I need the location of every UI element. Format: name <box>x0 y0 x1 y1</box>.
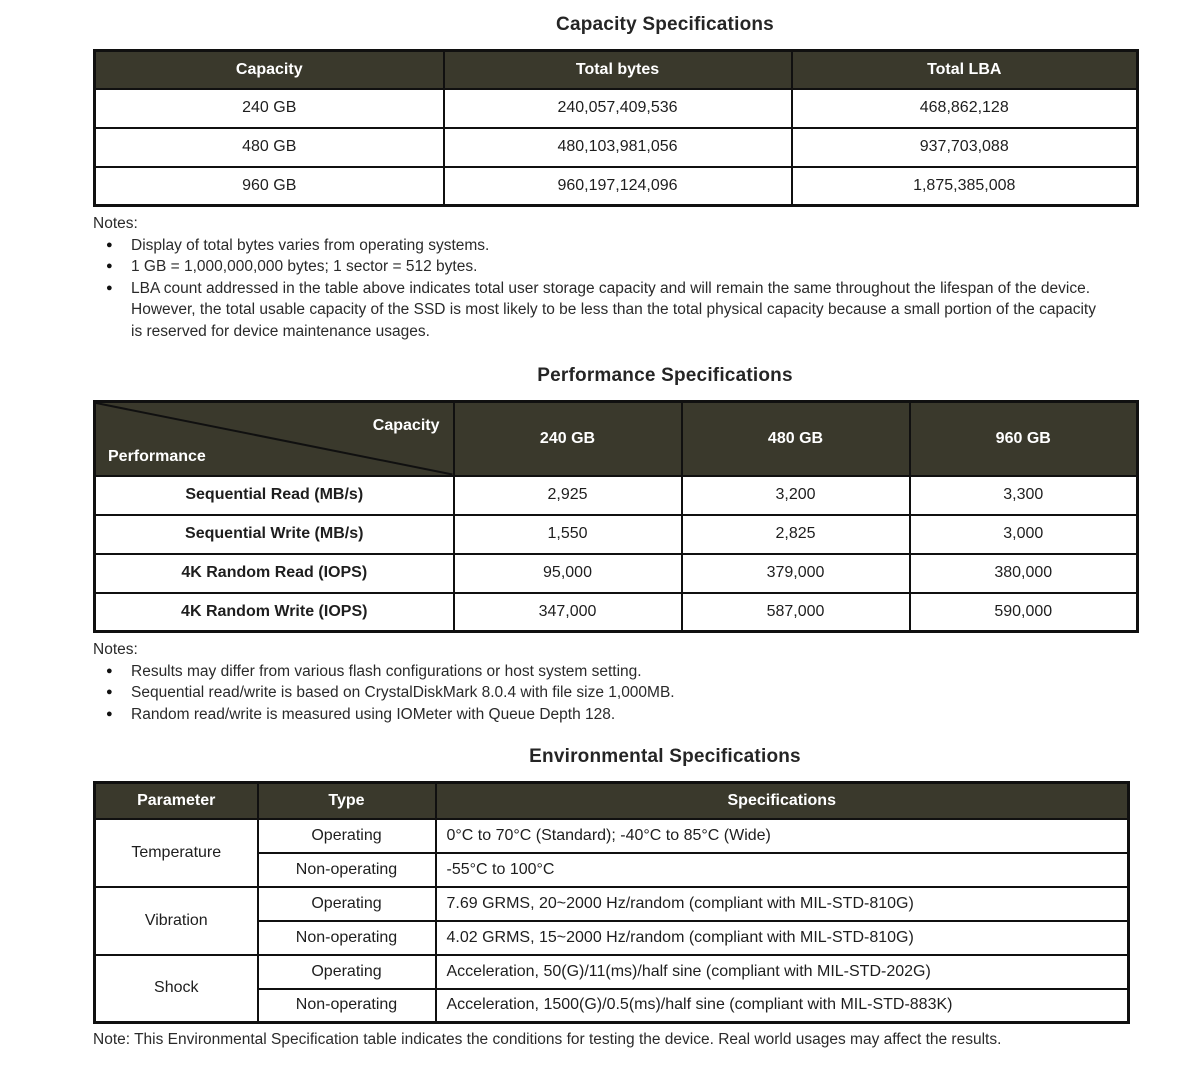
bullet-icon: ● <box>106 664 113 677</box>
performance-notes <box>93 639 1137 725</box>
table-row <box>95 819 1129 853</box>
list-item <box>93 278 1137 343</box>
parameter-cell: Temperature <box>95 819 258 887</box>
list-item <box>93 235 1137 257</box>
environmental-footnote: Note: This Environmental Specification table indicates the conditions for testing the device. Real world usages may affect the results. <box>93 1031 1002 1048</box>
bullet-icon: ● <box>106 238 113 251</box>
table-cell: 480 GB <box>95 128 444 167</box>
note-text: Sequential read/write is based on CrystalDiskMark 8.0.4 with file size 1,000MB. <box>131 684 675 701</box>
table-row <box>95 167 1138 206</box>
table-cell: 960,197,124,096 <box>444 167 792 206</box>
capacity-table <box>93 49 1139 207</box>
spec-cell: 7.69 GRMS, 20~2000 Hz/random (compliant with MIL-STD-810G) <box>436 887 1129 921</box>
bullet-icon: ● <box>106 707 113 720</box>
table-cell: 937,703,088 <box>792 128 1138 167</box>
performance-header-960gb: 960 GB <box>910 402 1138 476</box>
spec-cell: -55°C to 100°C <box>436 853 1129 887</box>
corner-label-performance: Performance <box>108 447 206 465</box>
bullet-icon: ● <box>106 281 113 294</box>
table-row <box>95 887 1129 921</box>
type-cell: Non-operating <box>258 853 436 887</box>
performance-header-480gb: 480 GB <box>682 402 910 476</box>
table-row <box>95 554 1138 593</box>
table-cell: 379,000 <box>682 554 910 593</box>
table-cell: 240 GB <box>95 89 444 128</box>
spec-cell: Acceleration, 50(G)/11(ms)/half sine (compliant with MIL-STD-202G) <box>436 955 1129 989</box>
type-cell: Operating <box>258 955 436 989</box>
list-item <box>93 256 1137 278</box>
parameter-cell: Vibration <box>95 887 258 955</box>
diagonal-header-cell <box>95 402 454 476</box>
table-cell: 2,825 <box>682 515 910 554</box>
note-text: Results may differ from various flash configurations or host system setting. <box>131 662 642 680</box>
environmental-header-specifications: Specifications <box>436 783 1129 819</box>
performance-header-240gb: 240 GB <box>454 402 682 476</box>
environmental-header-type: Type <box>258 783 436 819</box>
capacity-header-capacity: Capacity <box>95 51 444 89</box>
row-label: 4K Random Write (IOPS) <box>95 593 454 632</box>
bullet-icon: ● <box>106 260 113 272</box>
section-title-environmental: Environmental Specifications <box>529 746 801 767</box>
type-cell: Operating <box>258 887 436 921</box>
spec-cell: 4.02 GRMS, 15~2000 Hz/random (compliant with MIL-STD-810G) <box>436 921 1129 955</box>
table-cell: 95,000 <box>454 554 682 593</box>
note-text: Display of total bytes varies from operating systems. <box>131 236 490 254</box>
list-item <box>93 661 1137 683</box>
type-cell: Operating <box>258 819 436 853</box>
table-cell: 2,925 <box>454 476 682 515</box>
table-row <box>95 128 1138 167</box>
table-cell: 590,000 <box>910 593 1138 632</box>
capacity-table-header-row <box>95 51 1138 89</box>
environmental-table <box>93 781 1130 1024</box>
table-row <box>95 476 1138 515</box>
row-label: Sequential Write (MB/s) <box>95 515 454 554</box>
section-title-capacity: Capacity Specifications <box>556 14 774 35</box>
spec-cell: Acceleration, 1500(G)/0.5(ms)/half sine (compliant with MIL-STD-883K) <box>436 989 1129 1023</box>
note-text: 1 GB = 1,000,000,000 bytes; 1 sector = 512 bytes. <box>131 258 478 275</box>
table-cell: 1,550 <box>454 515 682 554</box>
environmental-table-header-row <box>95 783 1129 819</box>
table-row <box>95 515 1138 554</box>
row-label: Sequential Read (MB/s) <box>95 476 454 515</box>
table-cell: 587,000 <box>682 593 910 632</box>
notes-label: Notes: <box>93 215 138 232</box>
corner-label-capacity: Capacity <box>372 417 440 434</box>
list-item <box>93 704 1137 726</box>
table-cell: 3,300 <box>910 476 1138 515</box>
note-text: Random read/write is measured using IOMeter with Queue Depth 128. <box>131 705 616 723</box>
capacity-header-total-bytes: Total bytes <box>444 51 792 89</box>
list-item <box>93 682 1137 704</box>
capacity-header-total-lba: Total LBA <box>792 51 1138 89</box>
spec-cell: 0°C to 70°C (Standard); -40°C to 85°C (Wide) <box>436 819 1129 853</box>
performance-table <box>93 400 1139 633</box>
bullet-icon: ● <box>106 686 113 698</box>
parameter-cell: Shock <box>95 955 258 1023</box>
table-cell: 380,000 <box>910 554 1138 593</box>
table-cell: 1,875,385,008 <box>792 167 1138 206</box>
capacity-notes <box>93 213 1137 342</box>
notes-label: Notes: <box>93 641 138 658</box>
table-cell: 347,000 <box>454 593 682 632</box>
table-cell: 468,862,128 <box>792 89 1138 128</box>
performance-table-header-row <box>95 402 1138 476</box>
table-cell: 960 GB <box>95 167 444 206</box>
note-text: LBA count addressed in the table above indicates total user storage capacity and will remain the same throughout the lifespan of the device. However, the total usable capacity of the SSD is most likely to be less than the total physical capacity because a small portion of the capacity is reserved for device maintenance usages. <box>131 279 1096 340</box>
table-row <box>95 89 1138 128</box>
table-cell: 480,103,981,056 <box>444 128 792 167</box>
table-row <box>95 955 1129 989</box>
table-cell: 3,200 <box>682 476 910 515</box>
table-row <box>95 593 1138 632</box>
table-cell: 3,000 <box>910 515 1138 554</box>
section-title-performance: Performance Specifications <box>537 365 793 386</box>
type-cell: Non-operating <box>258 989 436 1023</box>
type-cell: Non-operating <box>258 921 436 955</box>
table-cell: 240,057,409,536 <box>444 89 792 128</box>
environmental-header-parameter: Parameter <box>95 783 258 819</box>
row-label: 4K Random Read (IOPS) <box>95 554 454 593</box>
